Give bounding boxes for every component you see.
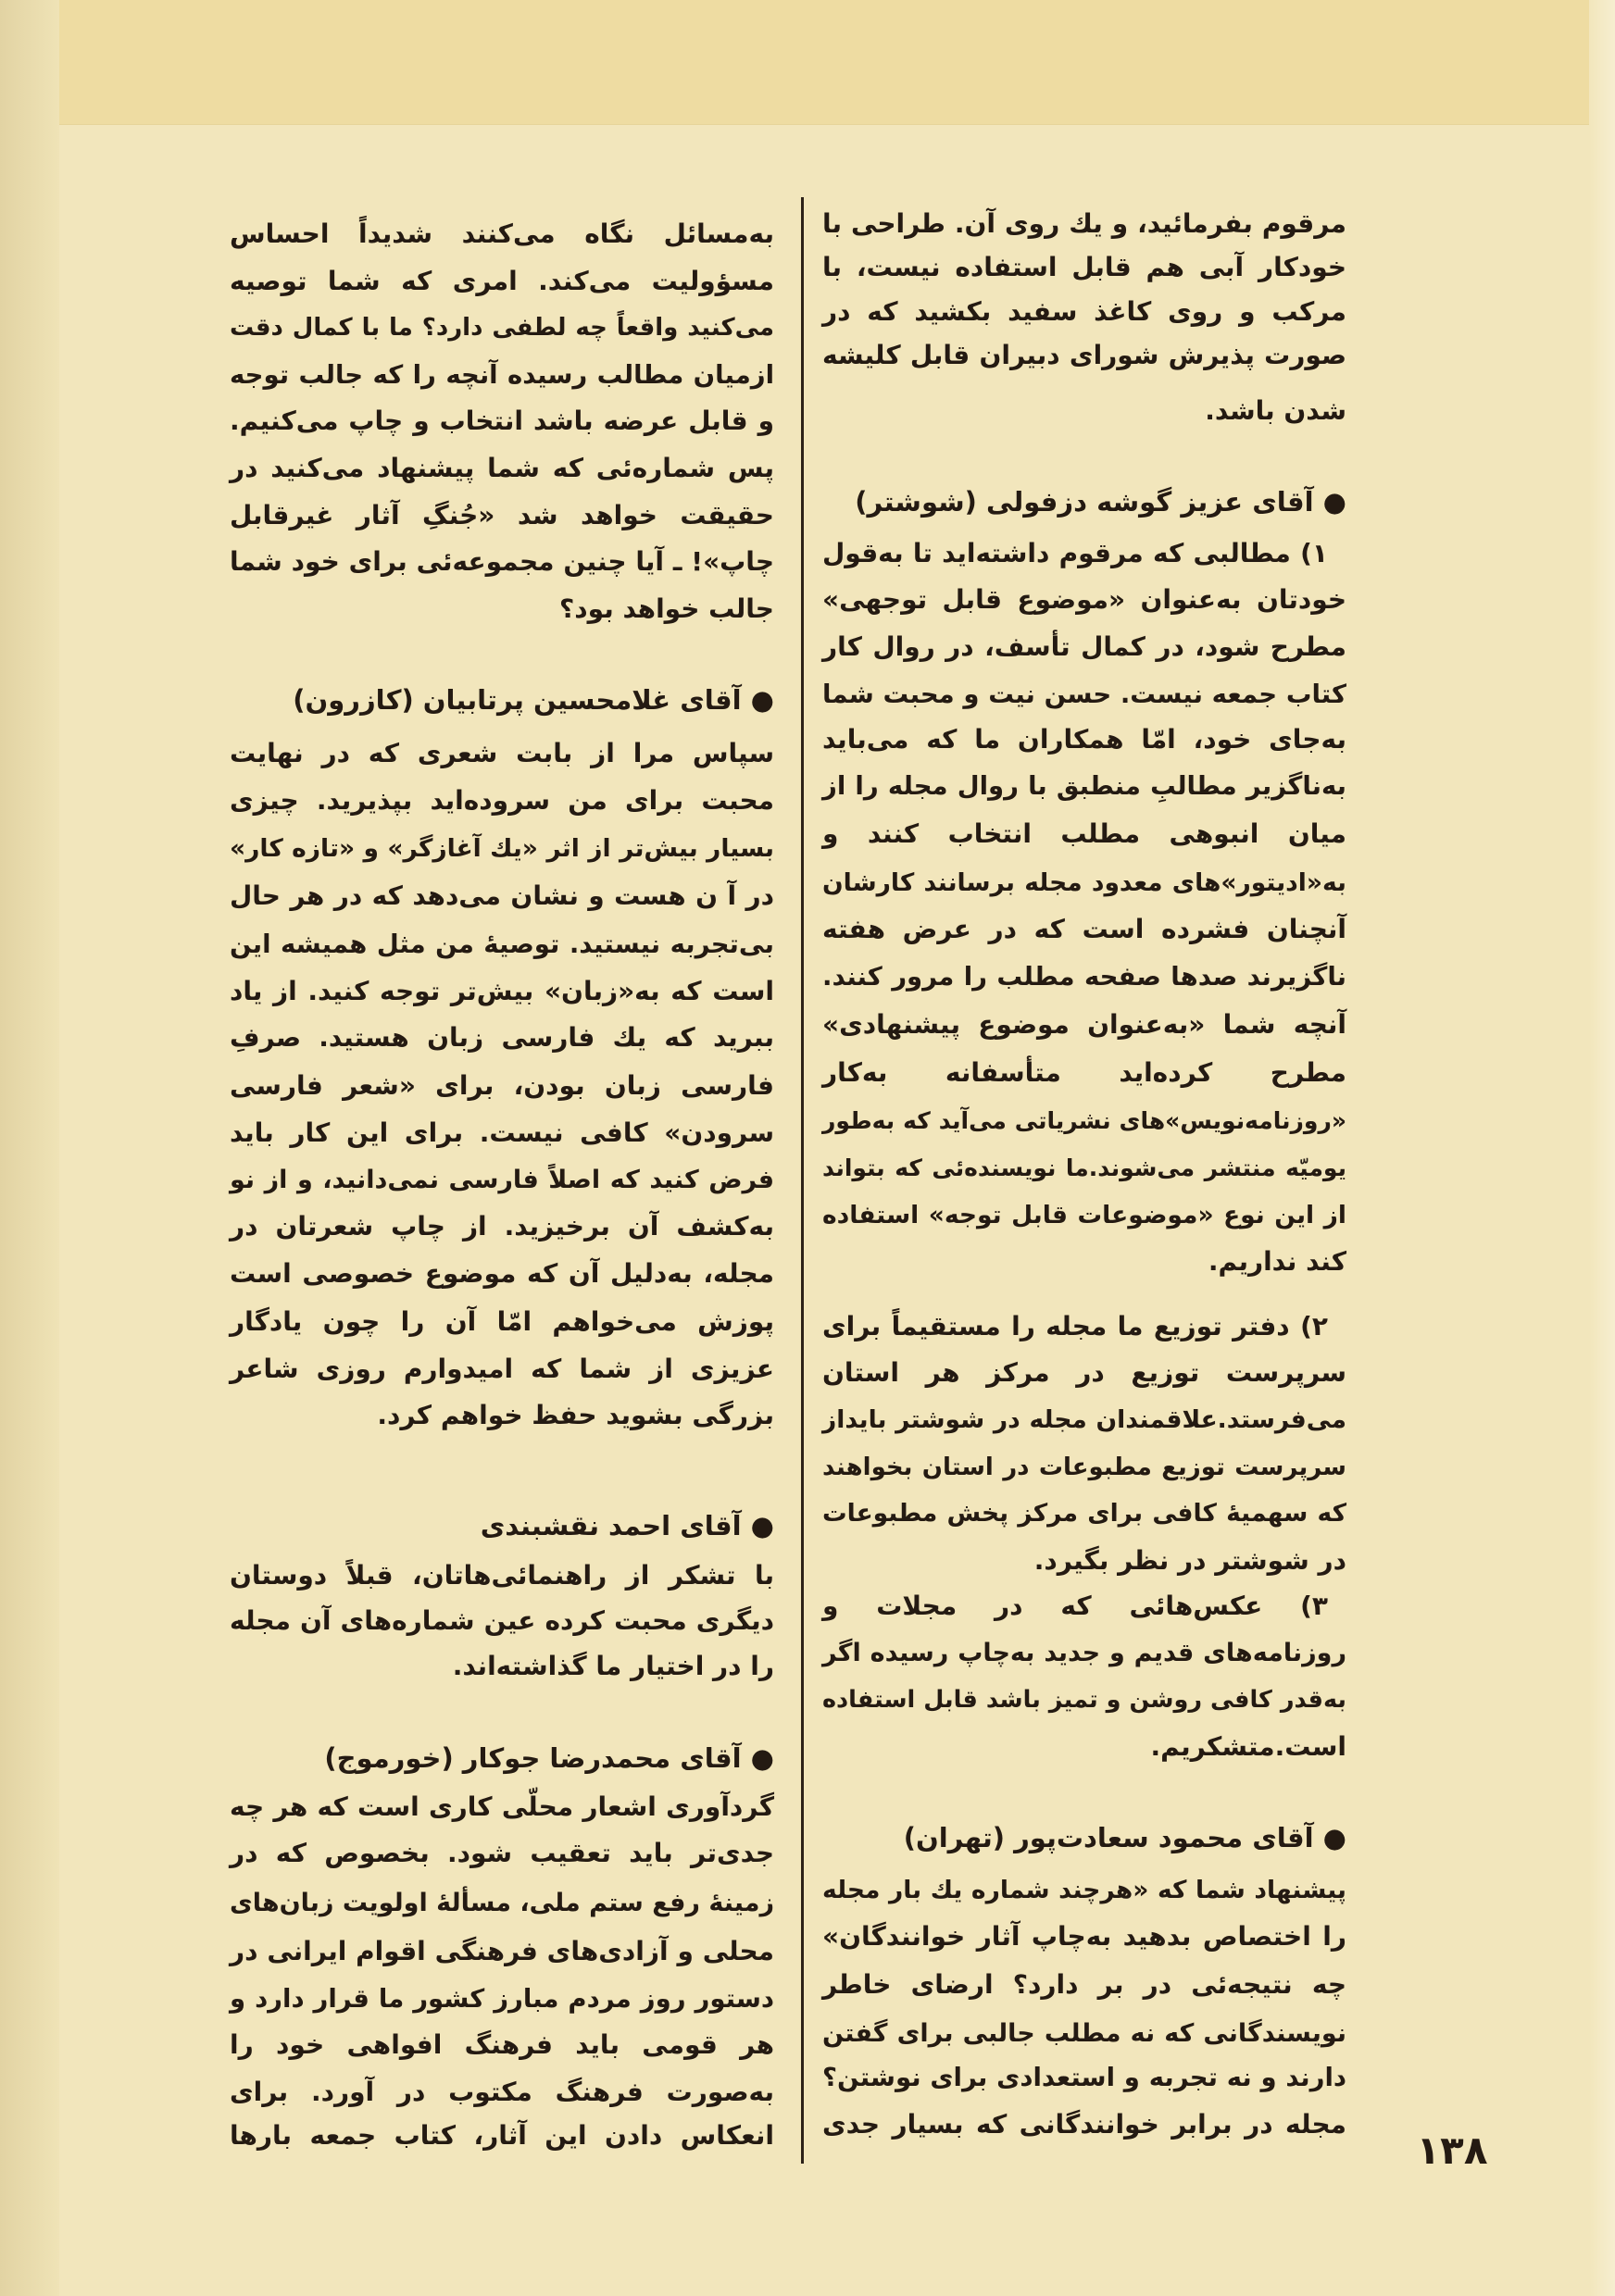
text-line: خودتان به‌عنوان «موضوع قابل توجهی» — [822, 584, 1346, 615]
text-line: در شوشتر در نظر بگیرد. — [1033, 1545, 1346, 1576]
text-line: عزیزی از شما که امیدوارم روزی شاعر — [230, 1354, 774, 1384]
text-line: را در اختیار ما گذاشته‌اند. — [452, 1651, 774, 1681]
text-line: پوزش می‌خواهم امّا آن را چون یادگار — [230, 1306, 774, 1337]
text-line: به«ادیتور»های معدود مجله برسانند کارشان — [822, 868, 1346, 897]
page-left-edge — [0, 0, 59, 2296]
text-line: به‌مسائل نگاه می‌کنند شدیداً احساس — [230, 218, 774, 249]
text-line: روزنامه‌های قدیم و جدید به‌چاپ رسیده اگر — [822, 1639, 1346, 1667]
text-line: زمینهٔ رفع ستم ملی، مسألهٔ اولویت زبان‌های — [230, 1889, 774, 1917]
text-line: «روزنامه‌نویس»های نشریاتی می‌آید که به‌طور — [822, 1107, 1346, 1134]
letter-heading: ● آقای عزیز گوشه دزفولی (شوشتر) — [855, 486, 1346, 518]
text-line: ۱) مطالبی که مرقوم داشته‌اید تا به‌قول — [822, 538, 1328, 568]
text-line: یومیّه منتشر می‌شوند.ما نویسنده‌ئی که بتواند — [822, 1154, 1346, 1181]
text-line: دیگری محبت کرده عین شماره‌های آن مجله — [230, 1605, 774, 1636]
text-line: بزرگی بشوید حفظ خواهم کرد. — [377, 1400, 774, 1430]
text-line: چاپ»! ـ آیا چنین مجموعه‌ئی برای خود شما — [230, 546, 774, 577]
text-line: فرض کنید که اصلاً فارسی نمی‌دانید، و از نو — [230, 1166, 774, 1194]
text-line: به‌ناگزیر مطالبِ منطبق با روال مجله را از — [822, 771, 1346, 801]
text-line: ببرید که یك فارسی زبان هستید. صرفِ — [230, 1022, 774, 1053]
text-line: گردآوری اشعار محلّی کاری است که هر چه — [230, 1791, 774, 1822]
text-line: با تشکر از راهنمائی‌هاتان، قبلاً دوستان — [230, 1560, 774, 1591]
text-line: صورت پذیرش شورای دبیران قابل کلیشه — [822, 340, 1346, 370]
text-line: از این نوع «موضوعات قابل توجه» استفاده — [822, 1201, 1346, 1229]
text-line: مطرح کرده‌اید متأسفانه به‌کار — [822, 1057, 1346, 1088]
text-line: مجله در برابر خوانندگانی که بسیار جدی — [822, 2109, 1346, 2140]
text-line: حقیقت خواهد شد «جُنگِ آثار غیرقابل — [230, 500, 774, 530]
left-column — [230, 0, 774, 2296]
text-line: کند نداریم. — [1208, 1246, 1346, 1277]
text-line: دارند و نه تجربه و استعدادی برای نوشتن؟ — [822, 2063, 1346, 2092]
text-line: به‌صورت فرهنگ مکتوب در آورد. برای — [230, 2077, 774, 2107]
text-line: چه نتیجه‌ئی در بر دارد؟ ارضای خاطر — [822, 1969, 1346, 2000]
text-line: را اختصاص بدهید به‌چاپ آثار خوانندگان» — [822, 1921, 1346, 1952]
text-line: دستور روز مردم مبارز کشور ما قرار دارد و — [230, 1984, 774, 2014]
text-line: در آ ن هست و نشان می‌دهد که در هر حال — [230, 880, 774, 911]
text-line: بی‌تجربه نیستید. توصیهٔ من مثل همیشه این — [230, 930, 774, 959]
text-line: به‌جای خود، امّا همکاران ما که می‌باید — [822, 724, 1346, 755]
text-line: فارسی زبان بودن، برای «شعر فارسی — [230, 1070, 774, 1101]
text-line: محبت برای من سروده‌اید بپذیرید. چیزی — [230, 785, 774, 816]
text-line: پس شماره‌ئی که شما پیشنهاد می‌کنید در — [230, 453, 774, 483]
text-line: سرودن» کافی نیست. برای این کار باید — [230, 1117, 774, 1148]
text-line: مسؤولیت می‌کند. امری که شما توصیه — [230, 266, 774, 296]
text-line: ازمیان مطالب رسیده آنچه را که جالب توجه — [230, 360, 774, 390]
text-line: بسیار بیش‌تر از اثر «یك آغازگر» و «تازه کار» — [230, 834, 774, 863]
text-line: مجله، به‌دلیل آن که موضوع خصوصی است — [230, 1258, 774, 1289]
text-line: می‌فرستد.علاقمندان مجله در شوشتر بایداز — [822, 1405, 1346, 1434]
text-line: به‌کشف آن برخیزید. از چاپ شعرتان در — [230, 1211, 774, 1242]
letter-heading: ● آقای محمدرضا جوکار (خورموج) — [324, 1742, 774, 1774]
right-column — [822, 0, 1346, 2296]
text-line: جالب خواهد بود؟ — [559, 593, 774, 624]
text-line: می‌کنید واقعاً چه لطفی دارد؟ ما با کمال دقت — [230, 314, 774, 342]
text-line: کتاب جمعه نیست. حسن نیت و محبت شما — [822, 680, 1346, 709]
text-line: انعکاس دادن این آثار، کتاب جمعه بارها — [230, 2120, 774, 2151]
text-line: مرکب و روی کاغذ سفید بکشید که در — [822, 296, 1346, 327]
column-divider — [801, 197, 804, 2164]
text-line: آنچنان فشرده است که در عرض هفته — [822, 914, 1346, 944]
text-line: سرپرست توزیع مطبوعات در استان بخواهند — [822, 1454, 1346, 1481]
text-line: هر قومی باید فرهنگ افواهی خود را — [230, 2029, 774, 2060]
text-line: است که به«زبان» بیش‌تر توجه کنید. از یاد — [230, 976, 774, 1006]
text-line: جدی‌تر باید تعقیب شود. بخصوص که در — [230, 1838, 774, 1868]
text-line: ۳) عکس‌هائی که در مجلات و — [822, 1591, 1328, 1621]
text-line: ناگزیرند صدها صفحه مطلب را مرور کنند. — [822, 962, 1346, 992]
page-number: ۱۳۸ — [1416, 2128, 1488, 2173]
text-line: مطرح شود، در کمال تأسف، در روال کار — [822, 631, 1346, 662]
text-line: به‌قدر کافی روشن و تمیز باشد قابل استفاده — [822, 1686, 1346, 1714]
text-line: خودکار آبی هم قابل استفاده نیست، با — [822, 252, 1346, 282]
text-line: سپاس مرا از بابت شعری که در نهایت — [230, 738, 774, 768]
letter-heading: ● آقای محمود سعادت‌پور (تهران) — [903, 1822, 1346, 1853]
text-line: میان انبوهی مطلب انتخاب کنند و — [822, 818, 1346, 849]
letter-heading: ● آقای غلامحسین پرتابیان (کازرون) — [293, 684, 774, 716]
page-right-edge — [1589, 0, 1615, 2296]
letter-heading: ● آقای احمد نقشبندی — [480, 1510, 774, 1541]
text-line: نویسندگانی که نه مطلب جالبی برای گفتن — [822, 2019, 1346, 2048]
text-line: است.متشکریم. — [1150, 1731, 1346, 1762]
text-line: سرپرست توزیع در مرکز هر استان — [822, 1357, 1346, 1388]
text-line: پیشنهاد شما که «هرچند شماره یك بار مجله — [822, 1876, 1346, 1904]
text-line: مرقوم بفرمائید، و یك روی آن. طراحی با — [822, 208, 1346, 239]
text-line: شدن باشد. — [1205, 395, 1346, 426]
text-line: محلی و آزادی‌های فرهنگی اقوام ایرانی در — [230, 1936, 774, 1966]
text-line: ۲) دفتر توزیع ما مجله را مستقیماً برای — [822, 1311, 1328, 1341]
text-line: و قابل عرضه باشد انتخاب و چاپ می‌کنیم. — [230, 406, 774, 436]
text-line: آنچه شما «به‌عنوان موضوع پیشنهادی» — [822, 1009, 1346, 1040]
text-line: که سهمیهٔ کافی برای مرکز پخش مطبوعات — [822, 1499, 1346, 1528]
